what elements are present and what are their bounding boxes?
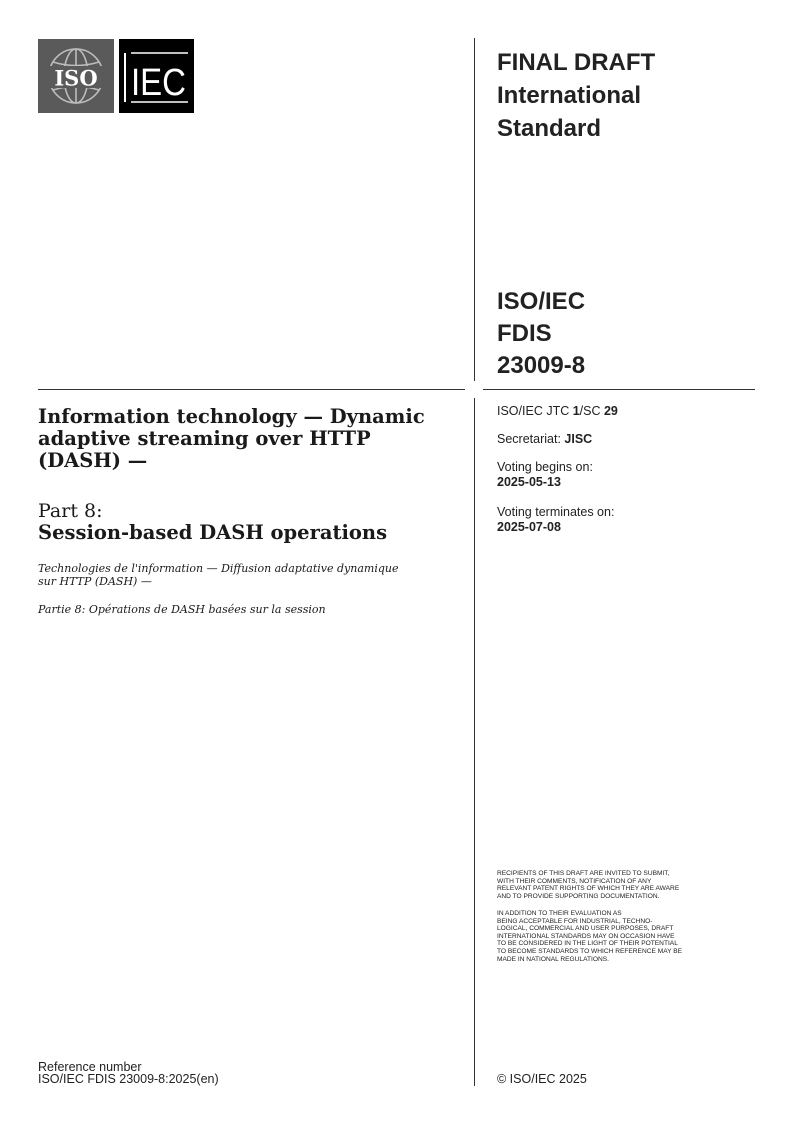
copyright: © ISO/IEC 2025	[497, 1072, 587, 1086]
committee-number: 1	[572, 404, 580, 418]
doc-number-line: FDIS	[497, 320, 552, 347]
committee	[497, 404, 618, 419]
iso-logo	[38, 39, 114, 113]
french-part-title: Partie 8: Opérations de DASH basées sur la session	[38, 603, 326, 616]
reference-number-label: Reference number	[38, 1060, 142, 1074]
evaluation-notice	[497, 910, 757, 963]
document-title	[38, 406, 458, 472]
voting-terminates-date: 2025-07-08	[497, 520, 561, 534]
voting-begins-date: 2025-05-13	[497, 475, 561, 489]
doc-number-line: ISO/IEC	[497, 288, 586, 315]
part-label: Part 8:	[38, 500, 103, 522]
title-rule-right	[483, 389, 755, 390]
french-title-line: Technologies de l'information — Diffusion adaptative dynamique	[38, 562, 399, 575]
iso-globe-icon	[38, 39, 114, 113]
notice-line: AND TO PROVIDE SUPPORTING DOCUMENTATION.	[497, 892, 660, 900]
notice-line: LOGICAL, COMMERCIAL AND USER PURPOSES, DRAFT	[497, 925, 674, 933]
notice-line: TO BE CONSIDERED IN THE LIGHT OF THEIR POTENTIAL	[497, 940, 678, 948]
notice-line: IN ADDITION TO THEIR EVALUATION AS	[497, 910, 622, 917]
notice-line: INTERNATIONAL STANDARDS MAY ON OCCASION HAVE	[497, 932, 675, 940]
title-rule-left	[38, 389, 465, 390]
title-line: (DASH) —	[38, 449, 148, 472]
notice-line: TO BECOME STANDARDS TO WHICH REFERENCE MAY BE	[497, 947, 683, 955]
voting-begins-label: Voting begins on:	[497, 460, 593, 474]
draft-type-line: FINAL DRAFT	[497, 49, 656, 76]
notice-line: MADE IN NATIONAL REGULATIONS.	[497, 955, 609, 963]
notice-line: WITH THEIR COMMENTS, NOTIFICATION OF ANY	[497, 877, 652, 885]
title-line: Information technology — Dynamic	[38, 405, 425, 428]
document-number	[497, 286, 757, 382]
french-title	[38, 562, 458, 588]
draft-type-line: Standard	[497, 115, 602, 142]
committee-prefix: ISO/IEC JTC	[497, 404, 573, 418]
doc-number-line: 23009-8	[497, 352, 586, 379]
notice-line: RELEVANT PATENT RIGHTS OF WHICH THEY ARE AWARE	[497, 885, 680, 893]
reference-number: ISO/IEC FDIS 23009-8:2025(en)	[38, 1072, 219, 1086]
committee-separator: /SC	[579, 404, 604, 418]
iec-logo	[119, 39, 194, 113]
voting-begins	[497, 460, 593, 490]
draft-type-heading	[497, 46, 757, 145]
french-title-line: sur HTTP (DASH) —	[38, 575, 152, 588]
secretariat	[497, 432, 592, 447]
voting-terminates-label: Voting terminates on:	[497, 505, 615, 519]
voting-terminates	[497, 505, 614, 535]
iec-logo-text: IEC	[131, 62, 186, 104]
iso-logo-text: ISO	[54, 65, 98, 91]
title-line: adaptive streaming over HTTP	[38, 427, 371, 450]
patent-notice	[497, 870, 757, 900]
column-divider-top	[474, 38, 475, 381]
notice-line: BEING ACCEPTABLE FOR INDUSTRIAL, TECHNO-	[497, 917, 653, 925]
secretariat-value: JISC	[564, 432, 593, 446]
subcommittee-number: 29	[603, 404, 618, 418]
column-divider-bottom	[474, 398, 475, 1086]
notice-line: RECIPIENTS OF THIS DRAFT ARE INVITED TO SUBMIT,	[497, 870, 670, 877]
draft-type-line: International	[497, 82, 642, 109]
part-title: Session-based DASH operations	[38, 521, 388, 544]
secretariat-label: Secretariat:	[497, 432, 565, 446]
